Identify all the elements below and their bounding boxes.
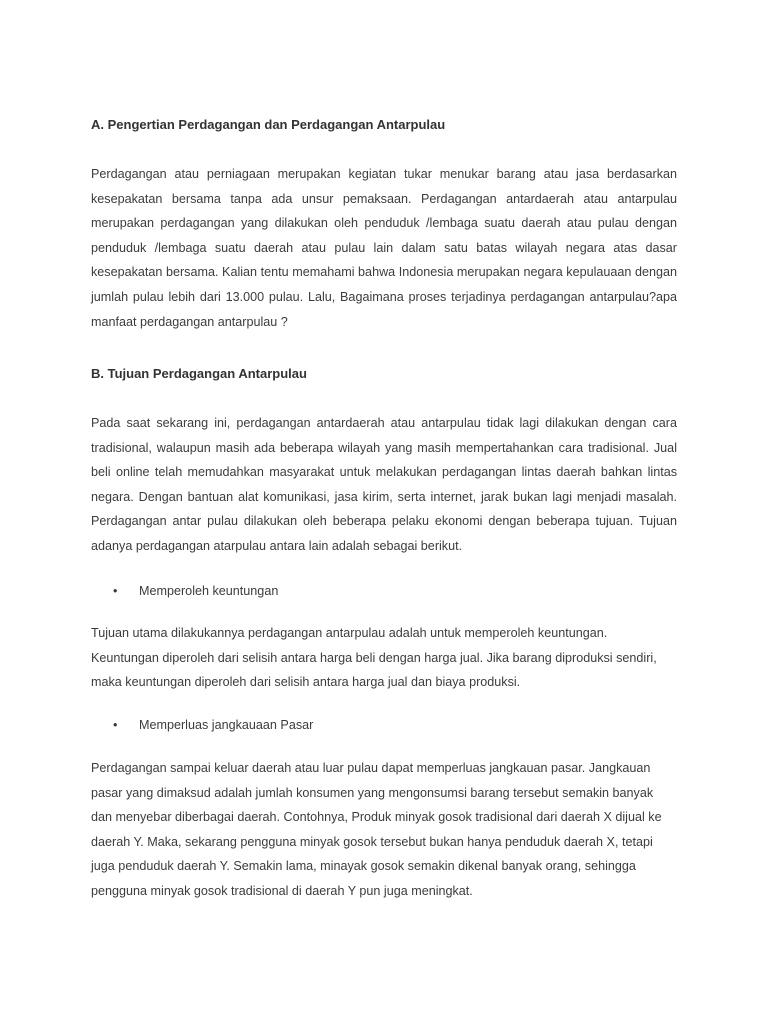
bullet-item-keuntungan <box>113 583 278 599</box>
bullet-icon: • <box>113 718 118 732</box>
bullet-icon: • <box>113 584 118 598</box>
section-b-paragraph: Pada saat sekarang ini, perdagangan antardaerah atau antarpulau tidak lagi dilakukan dengan cara tradisional, walaupun masih ada beberapa wilayah yang masih mempertahankan cara tradisional. Jual beli online telah memudahkan masyarakat untuk melakukan perdagangan lintas daerah bahkan lintas negara. Dengan bantuan alat komunikasi, jasa kirim, serta internet, jarak bukan lagi menjadi masalah. Perdagangan antar pulau dilakukan oleh beberapa pelaku ekonomi dengan beberapa tujuan. Tujuan adanya perdagangan atarpulau antara lain adalah sebagai berikut. <box>91 416 677 553</box>
section-b-heading: B. Tujuan Perdagangan Antarpulau <box>91 366 307 381</box>
bullet-keuntungan-paragraph: Tujuan utama dilakukannya perdagangan antarpulau adalah untuk memperoleh keuntungan. Keuntungan diperoleh dari selisih antara harga beli dengan harga jual. Jika barang diproduksi sendiri, maka keuntungan diperoleh dari selisih antara harga jual dan biaya produksi. <box>91 626 657 690</box>
bullet-jangkauan-paragraph: Perdagangan sampai keluar daerah atau luar pulau dapat memperluas jangkauan pasar. Jangkauan pasar yang dimaksud adalah jumlah konsumen yang mengonsumsi barang tersebut semakin banyak dan menyebar diberbagai daerah. Contohnya, Produk minyak gosok tradisional dari daerah X dijual ke daerah Y. Maka, sekarang pengguna minyak gosok tersebut bukan hanya penduduk daerah X, tetapi juga penduduk daerah Y. Semakin lama, minayak gosok semakin dikenal banyak orang, sehingga pengguna minyak gosok tradisional di daerah Y pun juga meningkat. <box>91 761 662 898</box>
bullet-label: Memperluas jangkauaan Pasar <box>139 718 314 732</box>
bullet-item-jangkauan-pasar <box>113 717 313 733</box>
bullet-label: Memperoleh keuntungan <box>139 584 279 598</box>
section-a-paragraph: Perdagangan atau perniagaan merupakan kegiatan tukar menukar barang atau jasa berdasarkan kesepakatan bersama tanpa ada unsur pemaksaan. Perdagangan antardaerah atau antarpulau merupakan perdagangan yang dilakukan oleh penduduk /lembaga suatu daerah atau pulau dengan penduduk /lembaga suatu daerah atau pulau lain dalam satu batas wilayah negara atas dasar kesepakatan bersama. Kalian tentu memahami bahwa Indonesia merupakan negara kepulauaan dengan jumlah pulau lebih dari 13.000 pulau. Lalu, Bagaimana proses terjadinya perdagangan antarpulau?apa manfaat perdagangan antarpulau ? <box>91 167 677 329</box>
section-a-heading: A. Pengertian Perdagangan dan Perdagangan Antarpulau <box>91 117 446 132</box>
